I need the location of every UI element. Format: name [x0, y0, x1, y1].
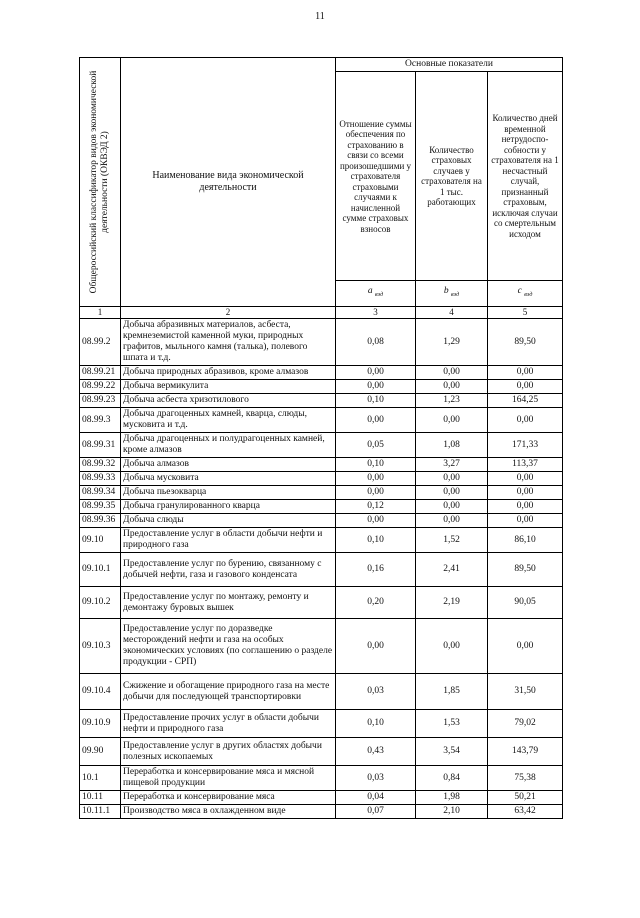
cases-value: 0,00 [416, 486, 488, 500]
activity-code: 10.11 [80, 791, 121, 805]
cases-value: 1,85 [416, 674, 488, 710]
activity-name: Добыча мусковита [121, 472, 336, 486]
activity-name: Добыча алмазов [121, 458, 336, 472]
days-value: 0,00 [488, 472, 563, 486]
symbol-b: b $_{вэд}$ [416, 281, 488, 307]
table-row [80, 433, 563, 458]
days-value: 0,00 [488, 408, 563, 433]
cases-value: 1,52 [416, 528, 488, 553]
table-body [80, 319, 563, 819]
ratio-value: 0,00 [336, 380, 416, 394]
days-value: 0,00 [488, 380, 563, 394]
activity-code: 09.10.9 [80, 710, 121, 738]
table-row [80, 738, 563, 766]
activity-name-header: Наименование вида экономической деятельности [121, 58, 336, 307]
table-row [80, 500, 563, 514]
symbol-c: c $_{вэд}$ [488, 281, 563, 307]
table-row [80, 619, 563, 674]
ratio-value: 0,00 [336, 619, 416, 674]
days-value: 143,79 [488, 738, 563, 766]
classifier-header-text: Общероссийский классификатор видов экономической деятельности (ОКВЭД 2) [88, 70, 110, 294]
table-row [80, 791, 563, 805]
activity-name: Добыча драгоценных и полудрагоценных камней, кроме алмазов [121, 433, 336, 458]
activity-code: 08.99.3 [80, 408, 121, 433]
activity-name: Предоставление услуг в других областях добычи полезных ископаемых [121, 738, 336, 766]
column-number: 4 [416, 307, 488, 319]
days-value: 79,02 [488, 710, 563, 738]
days-value: 164,25 [488, 394, 563, 408]
table-row [80, 458, 563, 472]
ratio-value: 0,07 [336, 805, 416, 819]
days-value: 75,38 [488, 766, 563, 791]
table-row [80, 319, 563, 366]
ratio-value: 0,00 [336, 514, 416, 528]
activity-code: 09.10.1 [80, 553, 121, 587]
days-count-header: Количество дней временной нетрудоспо-собности у страхователя на 1 несчастный случай, признанный страховым, исключая случаи со смертельным исходом [488, 72, 563, 281]
ratio-value: 0,03 [336, 766, 416, 791]
cases-count-header: Количество страховых случаев у страхователя на 1 тыс. работающих [416, 72, 488, 281]
column-number: 2 [121, 307, 336, 319]
cases-value: 0,00 [416, 472, 488, 486]
activity-code: 09.90 [80, 738, 121, 766]
ratio-value: 0,00 [336, 486, 416, 500]
ratio-value: 0,03 [336, 674, 416, 710]
cases-value: 1,29 [416, 319, 488, 366]
cases-value: 0,84 [416, 766, 488, 791]
days-value: 0,00 [488, 486, 563, 500]
ratio-value: 0,04 [336, 791, 416, 805]
activity-name: Сжижение и обогащение природного газа на месте добычи для последующей транспортировки [121, 674, 336, 710]
main-indicators-header: Основные показатели [336, 58, 563, 72]
activity-code: 10.1 [80, 766, 121, 791]
activity-name: Производство мяса в охлажденном виде [121, 805, 336, 819]
table-row [80, 472, 563, 486]
activity-name: Предоставление услуг по доразведке месторождений нефти и газа на особых экономических условиях (по соглашению о разделе продукции - СРП) [121, 619, 336, 674]
ratio-value: 0,00 [336, 366, 416, 380]
ratio-header: Отношение суммы обеспечения по страхованию в связи со всеми произошедшими у страхователя страховыми случаями к начисленной сумме страховых взносов [336, 72, 416, 281]
activity-name: Переработка и консервирование мяса [121, 791, 336, 805]
activity-code: 09.10.4 [80, 674, 121, 710]
cases-value: 3,54 [416, 738, 488, 766]
activity-code: 08.99.31 [80, 433, 121, 458]
table-row [80, 805, 563, 819]
table-row [80, 528, 563, 553]
activity-code: 09.10.2 [80, 587, 121, 619]
activity-name: Добыча пьезокварца [121, 486, 336, 500]
cases-value: 1,23 [416, 394, 488, 408]
page-number: 11 [315, 11, 325, 22]
cases-value: 3,27 [416, 458, 488, 472]
days-value: 113,37 [488, 458, 563, 472]
days-value: 0,00 [488, 366, 563, 380]
days-value: 86,10 [488, 528, 563, 553]
table-row [80, 587, 563, 619]
table-row [80, 514, 563, 528]
cases-value: 2,19 [416, 587, 488, 619]
cases-value: 1,08 [416, 433, 488, 458]
ratio-value: 0,05 [336, 433, 416, 458]
ratio-value: 0,10 [336, 528, 416, 553]
table-row [80, 380, 563, 394]
days-value: 89,50 [488, 553, 563, 587]
days-value: 0,00 [488, 500, 563, 514]
activity-code: 08.99.34 [80, 486, 121, 500]
activity-code: 10.11.1 [80, 805, 121, 819]
activity-name: Переработка и консервирование мяса и мясной пищевой продукции [121, 766, 336, 791]
symbol-a: a $_{вэд}$ [336, 281, 416, 307]
activity-code: 08.99.32 [80, 458, 121, 472]
column-number: 3 [336, 307, 416, 319]
activity-name: Добыча асбеста хризотилового [121, 394, 336, 408]
column-number: 5 [488, 307, 563, 319]
activity-name: Предоставление услуг по бурению, связанному с добычей нефти, газа и газового конденсата [121, 553, 336, 587]
cases-value: 1,98 [416, 791, 488, 805]
cases-value: 2,41 [416, 553, 488, 587]
ratio-value: 0,00 [336, 408, 416, 433]
activity-name: Добыча слюды [121, 514, 336, 528]
activity-code: 08.99.2 [80, 319, 121, 366]
table-row [80, 366, 563, 380]
activity-code: 09.10.3 [80, 619, 121, 674]
days-value: 0,00 [488, 619, 563, 674]
ratio-value: 0,12 [336, 500, 416, 514]
cases-value: 2,10 [416, 805, 488, 819]
activity-code: 08.99.33 [80, 472, 121, 486]
activity-name: Добыча природных абразивов, кроме алмазов [121, 366, 336, 380]
table-row [80, 674, 563, 710]
days-value: 31,50 [488, 674, 563, 710]
activity-code: 09.10 [80, 528, 121, 553]
ratio-value: 0,20 [336, 587, 416, 619]
days-value: 50,21 [488, 791, 563, 805]
table-row [80, 766, 563, 791]
activity-code: 08.99.23 [80, 394, 121, 408]
activity-name: Добыча гранулированного кварца [121, 500, 336, 514]
cases-value: 0,00 [416, 366, 488, 380]
days-value: 89,50 [488, 319, 563, 366]
cases-value: 0,00 [416, 408, 488, 433]
table-row [80, 408, 563, 433]
ratio-value: 0,43 [336, 738, 416, 766]
cases-value: 0,00 [416, 500, 488, 514]
activity-name: Добыча драгоценных камней, кварца, слюды, мусковита и т.д. [121, 408, 336, 433]
activity-name: Добыча вермикулита [121, 380, 336, 394]
activity-name: Предоставление услуг по монтажу, ремонту и демонтажу буровых вышек [121, 587, 336, 619]
cases-value: 1,53 [416, 710, 488, 738]
ratio-value: 0,16 [336, 553, 416, 587]
cases-value: 0,00 [416, 514, 488, 528]
activity-name: Предоставление услуг в области добычи нефти и природного газа [121, 528, 336, 553]
activity-name: Добыча абразивных материалов, асбеста, кремнеземистой каменной муки, природных графитов, мыльного камня (талька), полевого шпата и т.д. [121, 319, 336, 366]
ratio-value: 0,10 [336, 710, 416, 738]
days-value: 63,42 [488, 805, 563, 819]
table-row [80, 553, 563, 587]
table-row [80, 486, 563, 500]
table-row [80, 394, 563, 408]
activity-code: 08.99.21 [80, 366, 121, 380]
column-number: 1 [80, 307, 121, 319]
cases-value: 0,00 [416, 619, 488, 674]
days-value: 90,05 [488, 587, 563, 619]
activity-name: Предоставление прочих услуг в области добычи нефти и природного газа [121, 710, 336, 738]
activity-code: 08.99.22 [80, 380, 121, 394]
days-value: 171,33 [488, 433, 563, 458]
ratio-value: 0,10 [336, 458, 416, 472]
cases-value: 0,00 [416, 380, 488, 394]
rates-table [79, 57, 563, 819]
ratio-value: 0,10 [336, 394, 416, 408]
ratio-value: 0,08 [336, 319, 416, 366]
table-row [80, 710, 563, 738]
ratio-value: 0,00 [336, 472, 416, 486]
days-value: 0,00 [488, 514, 563, 528]
activity-code: 08.99.35 [80, 500, 121, 514]
classifier-header [80, 58, 121, 307]
activity-code: 08.99.36 [80, 514, 121, 528]
